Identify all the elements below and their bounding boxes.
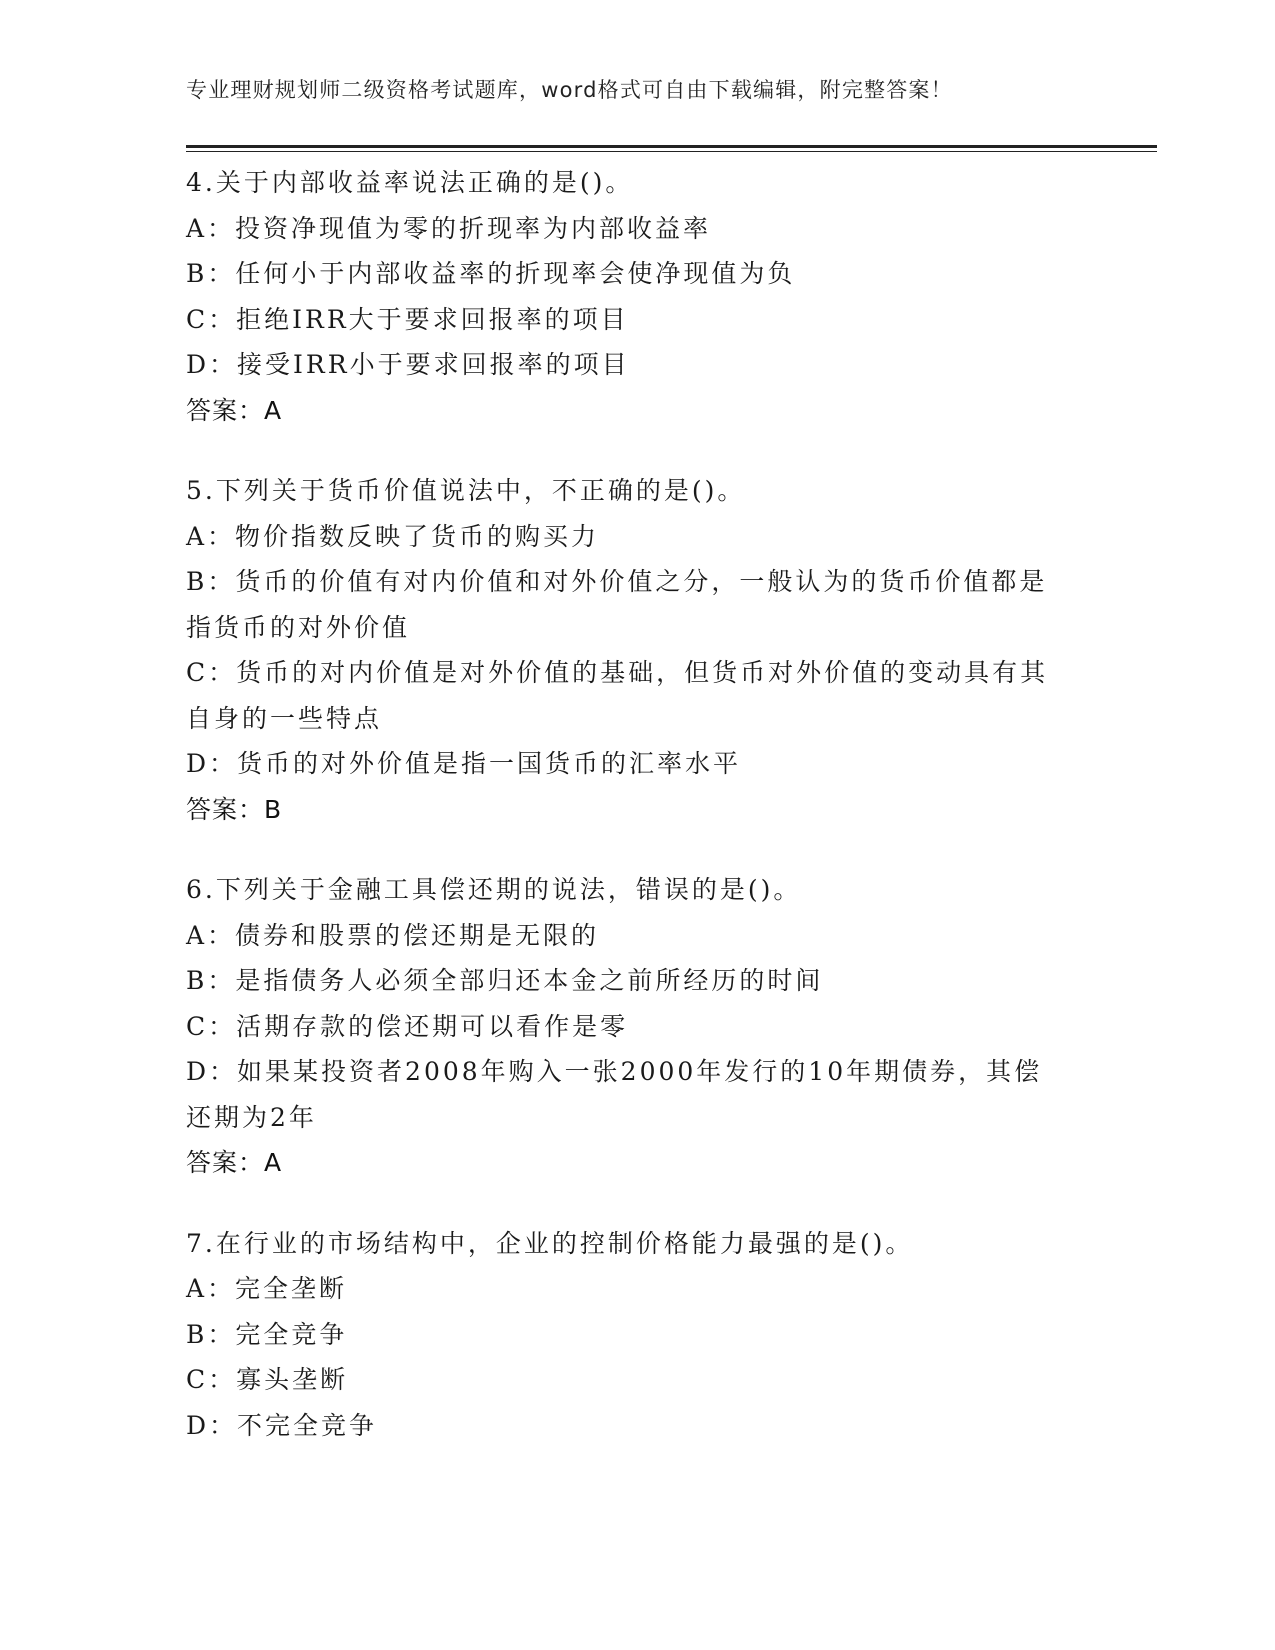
option-a: A：债券和股票的偿还期是无限的 (186, 920, 600, 950)
option-a: A：投资净现值为零的折现率为内部收益率 (186, 213, 712, 243)
option-b: B：完全竞争 (186, 1319, 348, 1349)
question-list (186, 160, 1086, 1483)
option-c-continued: 自身的一些特点 (186, 703, 383, 733)
question-stem: 4.关于内部收益率说法正确的是()。 (186, 168, 634, 197)
answer-line: 答案：B (186, 794, 283, 824)
question-4 (186, 160, 1086, 433)
option-c: C：货币的对内价值是对外价值的基础，但货币对外价值的变动具有其 (186, 658, 1049, 687)
option-b: B：任何小于内部收益率的折现率会使净现值为负 (186, 259, 796, 288)
question-stem: 6.下列关于金融工具偿还期的说法，错误的是()。 (186, 875, 802, 904)
answer-line: 答案：A (186, 1148, 283, 1177)
option-d: D：如果某投资者2008年购入一张2000年发行的10年期债券，其偿 (186, 1057, 1043, 1086)
question-stem: 5.下列关于货币价值说法中，不正确的是()。 (186, 476, 746, 505)
option-a: A：物价指数反映了货币的购买力 (186, 521, 600, 551)
question-7 (186, 1221, 1086, 1449)
answer-line: 答案：A (186, 395, 283, 425)
header-rule-thick (186, 145, 1157, 148)
question-stem: 7.在行业的市场结构中，企业的控制价格能力最强的是()。 (186, 1228, 914, 1258)
option-c: C：拒绝IRR大于要求回报率的项目 (186, 304, 629, 334)
option-b-continued: 指货币的对外价值 (186, 612, 411, 642)
question-6 (186, 867, 1086, 1186)
question-5 (186, 468, 1086, 832)
header-rule-thin (186, 151, 1157, 152)
option-d: D：接受IRR小于要求回报率的项目 (186, 350, 630, 379)
option-c: C：活期存款的偿还期可以看作是零 (186, 1011, 629, 1041)
option-d-continued: 还期为2年 (186, 1102, 317, 1132)
option-d: D：货币的对外价值是指一国货币的汇率水平 (186, 749, 742, 778)
option-c: C：寡头垄断 (186, 1365, 349, 1394)
option-a: A：完全垄断 (186, 1274, 348, 1303)
page-header: 专业理财规划师二级资格考试题库，word格式可自由下载编辑，附完整答案！ (186, 78, 953, 102)
option-b: B：是指债务人必须全部归还本金之前所经历的时间 (186, 966, 824, 995)
option-d: D：不完全竞争 (186, 1410, 378, 1440)
option-b: B：货币的价值有对内价值和对外价值之分，一般认为的货币价值都是 (186, 567, 1048, 596)
